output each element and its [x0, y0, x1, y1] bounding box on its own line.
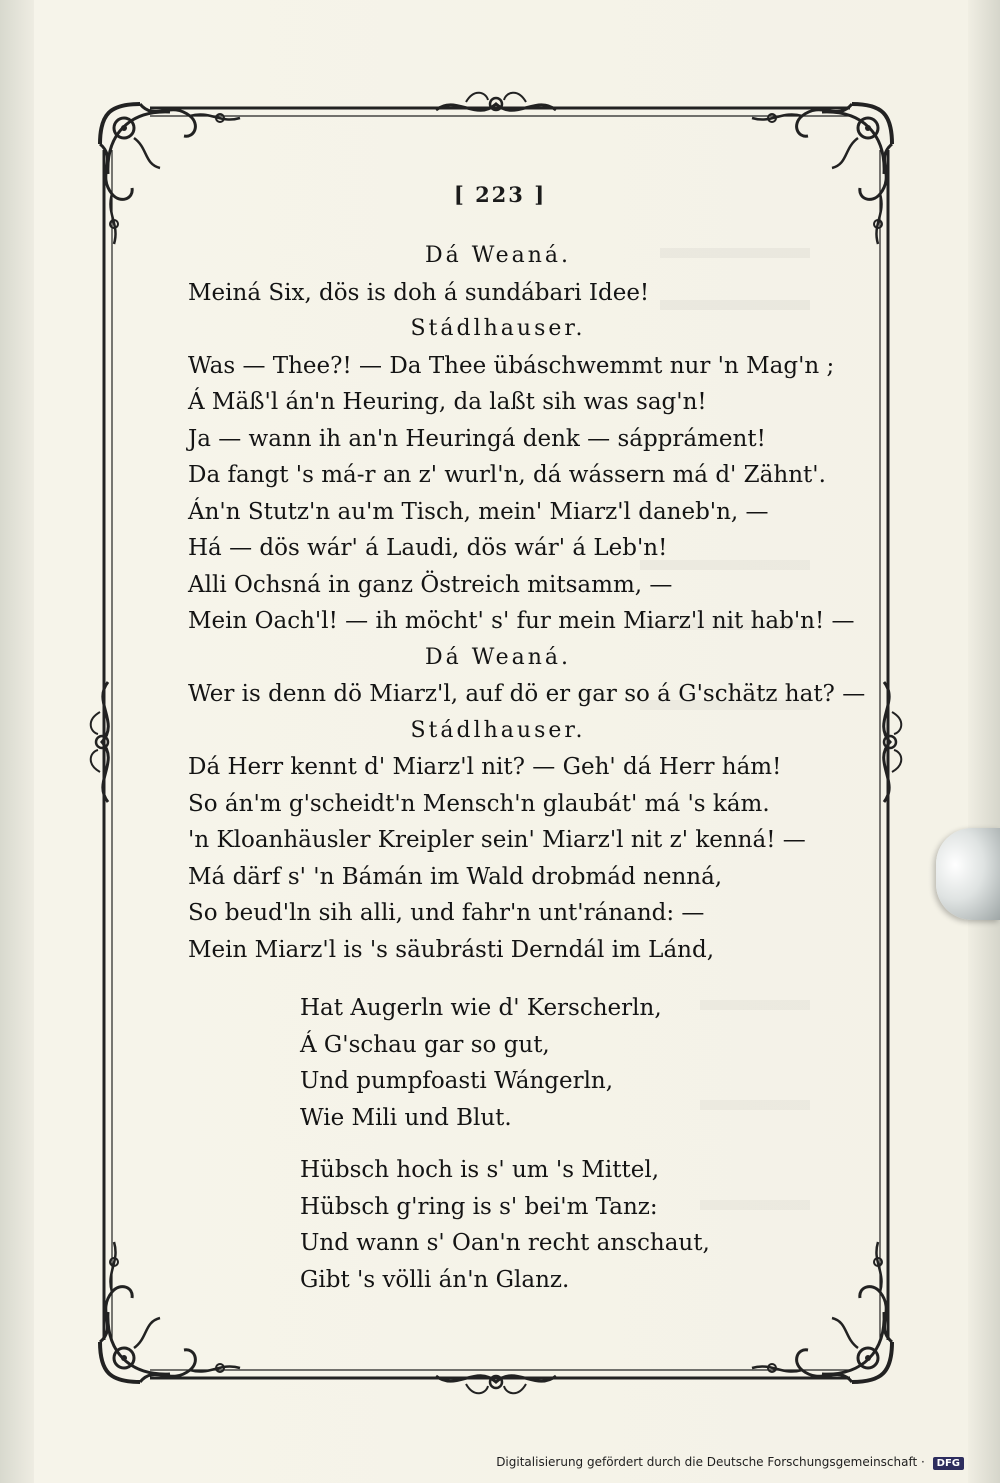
digitization-footer [496, 1455, 964, 1470]
verse-line: Wie Mili und Blut. [300, 1104, 512, 1131]
text-line: Má därf s' 'n Bámán im Wald drobmád nenná, [188, 863, 723, 890]
text-line: Án'n Stutz'n au'm Tisch, mein' Miarz'l daneb'n, — [188, 498, 769, 525]
speaker-heading: Dá Weaná. [425, 243, 571, 268]
verse-line: Und wann s' Oan'n recht anschaut, [300, 1230, 710, 1256]
speaker-heading: Stádlhauser. [410, 316, 586, 341]
text-line: Mein Miarz'l is 's säubrásti Derndál im Lánd, [188, 936, 715, 963]
dfg-logo: DFG [933, 1457, 964, 1470]
text-line: Há — dös wár' á Laudi, dös wár' á Leb'n! [188, 535, 668, 561]
speaker-heading: Stádlhauser. [410, 717, 586, 743]
stanza-gap [188, 1136, 808, 1152]
verse-line: Gibt 's völli án'n Glanz. [300, 1266, 570, 1293]
text-line: So beud'ln sih alli, und fahr'n unt'ránand: — [188, 900, 705, 926]
text-line: Mein Oach'l! — ih möcht' s' fur mein Miarz'l nit hab'n! — [188, 608, 855, 634]
poem-text [188, 238, 866, 1298]
text-line: So án'm g'scheidt'n Mensch'n glaubát' má 's kám. [188, 790, 770, 817]
verse-line: Á G'schau gar so gut, [300, 1031, 550, 1058]
text-line: Da fangt 's má-r an z' wurl'n, dá wássern má d' Zähnt'. [188, 462, 826, 488]
verse-stanza-2 [188, 1152, 808, 1298]
text-line: Wer is denn dö Miarz'l, auf dö er gar so á G'schätz hat? — [188, 681, 866, 707]
footer-separator: · [917, 1455, 929, 1469]
stanza-gap [188, 968, 808, 990]
verse-stanza-1 [188, 990, 808, 1136]
verse-line: Hübsch hoch is s' um 's Mittel, [300, 1157, 660, 1183]
text-line: 'n Kloanhäusler Kreipler sein' Miarz'l nit z' kenná! — [188, 827, 806, 853]
verse-line: Hübsch g'ring is s' bei'm Tanz: [300, 1193, 658, 1220]
footer-note: Digitalisierung gefördert durch die Deutsche Forschungsgemeinschaft [496, 1455, 918, 1469]
text-line: Á Mäß'l án'n Heuring, da laßt sih was sag'n! [188, 389, 707, 415]
text-line: Dá Herr kennt d' Miarz'l nit? — Geh' dá Herr hám! [188, 754, 782, 780]
text-line: Alli Ochsná in ganz Östreich mitsamm, — [188, 571, 673, 598]
text-line: Ja — wann ih an'n Heuringá denk — sáppráment! [188, 425, 766, 452]
text-line: Was — Thee?! — Da Thee übáschwemmt nur 'n Mag'n ; [188, 352, 835, 379]
verse-line: Hat Augerln wie d' Kerscherln, [300, 995, 662, 1021]
page-number: [ 223 ] [453, 182, 547, 207]
verse-line: Und pumpfoasti Wángerln, [300, 1068, 614, 1094]
speaker-heading: Dá Weaná. [425, 644, 571, 670]
text-line: Meiná Six, dös is doh á sundábari Idee! [188, 279, 650, 306]
